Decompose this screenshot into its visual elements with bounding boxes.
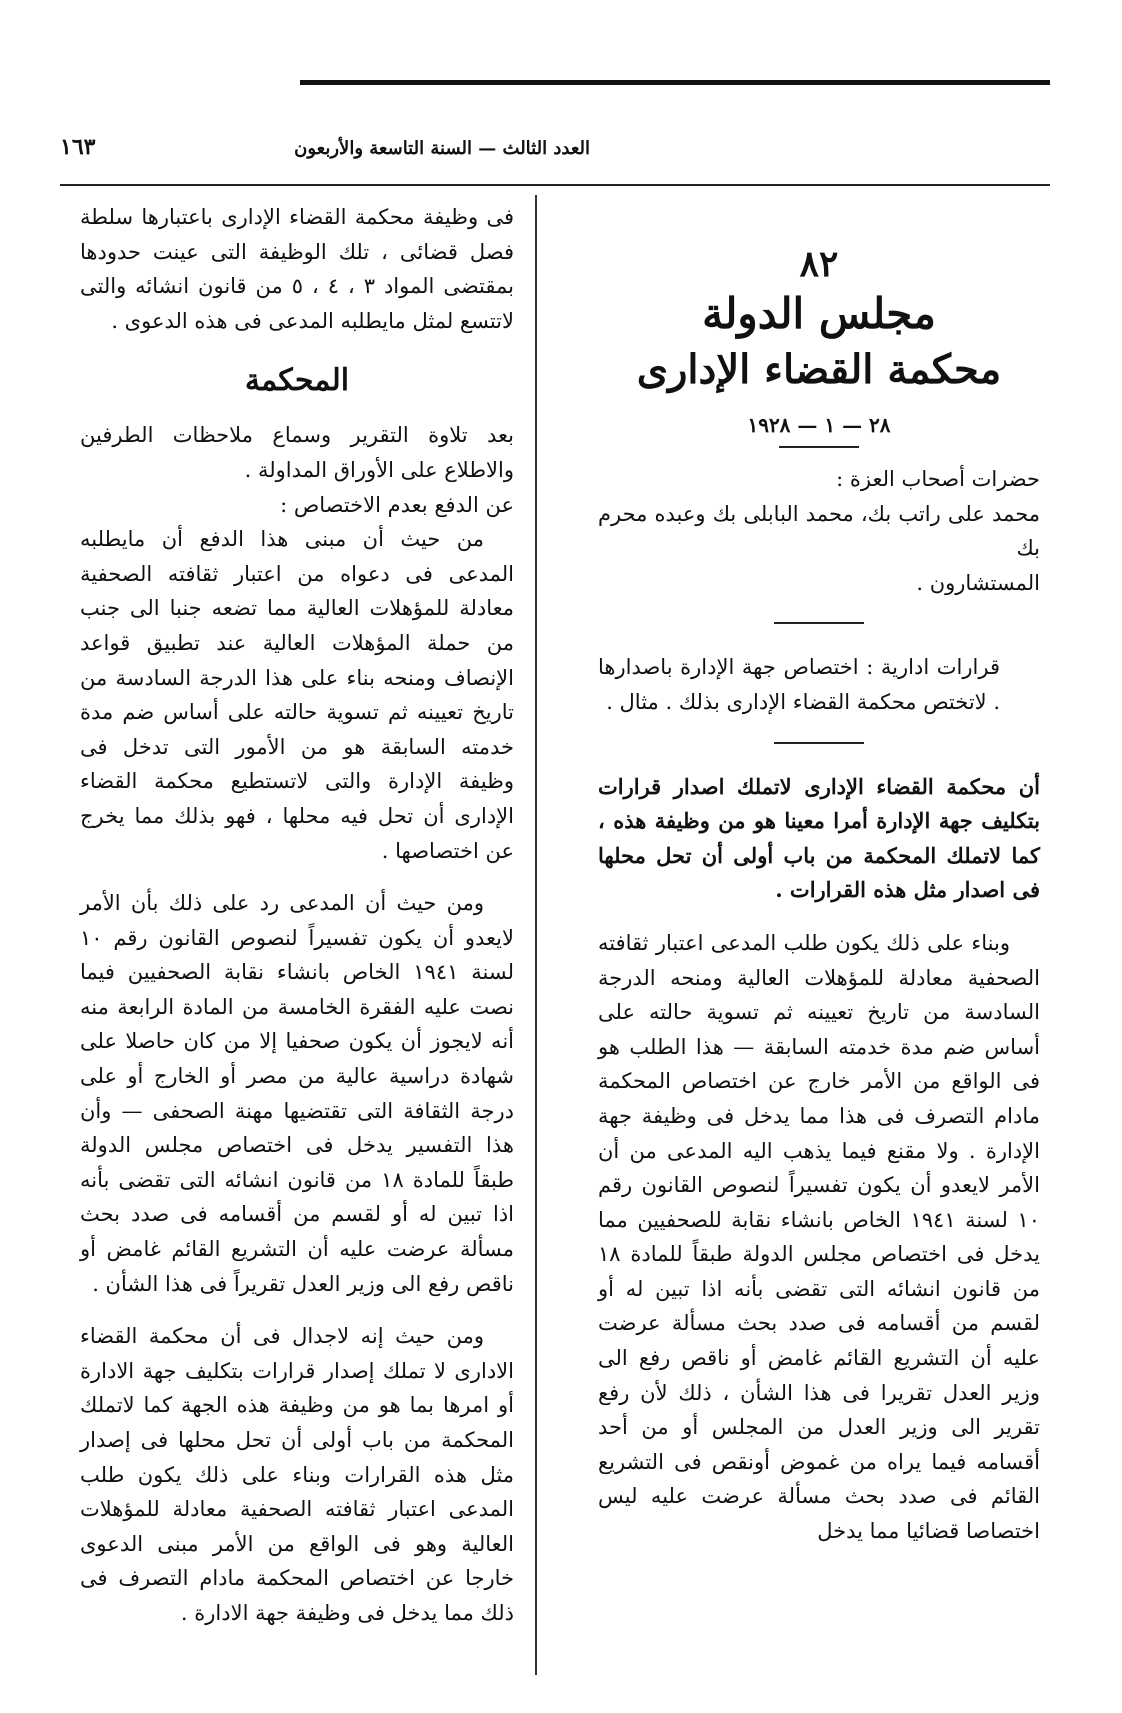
right-body-text: وبناء على ذلك يكون طلب المدعى اعتبار ثقافته الصحفية معادلة للمؤهلات العالية ومنحه الدرجة السادسة من تاريخ تعيينه ثم تسوية حالته على أساس ضم مدة خدمته السابقة — هذا الطلب هو فى الواقع من الأمر خارج عن اختصاص المحكمة مادام التصرف فى هذا مما يدخل فى وظيفة جهة الإدارة . ولا مقنع فيما يذهب اليه المدعى من أن الأمر لايعدو أن يكون تفسيراً لنصوص القانون رقم ١٠ لسنة ١٩٤١ الخاص بانشاء نقابة للصحفيين مما يدخل فى اختصاص مجلس الدولة طبقاً للمادة ١٨ من قانون انشائه التى تقضى بأنه اذا تبين له أو لقسم من أقسامه فى صدد بحث مسألة عرضت عليه أن التشريع القائم غامض أو ناقص رفع الى وزير العدل تقريرا فى هذا الشأن ، ذلك لأن رفع تقرير الى وزير العدل من المجلس أو من أحد أقسامه فيما يراه من غموض أونقص فى التشريع القائم فى صدد بحث مسألة عرضت عليه ليس اختصاصا قضائيا مما يدخل: [598, 930, 1040, 1544]
header-rule: [60, 184, 1050, 186]
judgment-date: ٢٨ — ١ — ١٩٢٨: [747, 413, 891, 437]
running-title: العدد الثالث — السنة التاسعة والأربعون: [294, 138, 590, 159]
objection-heading: عن الدفع بعدم الاختصاص :: [280, 492, 514, 517]
column-divider: [535, 195, 537, 1675]
page-header: [60, 132, 1050, 172]
summary-rule: [774, 742, 864, 744]
court-title: محكمة القضاء الإدارى: [636, 346, 1002, 393]
judges-rule: [774, 622, 864, 624]
legal-principle: أن محكمة القضاء الإدارى لاتملك اصدار قرارات بتكليف جهة الإدارة أمرا معينا هو من وظيفة هذه ، كما لاتملك المحكمة من باب أولى أن تحل محلها فى اصدار مثل هذه القرارات .: [598, 773, 1040, 903]
right-column: [598, 200, 1040, 1549]
left-intro-text: فى وظيفة محكمة القضاء الإدارى باعتبارها سلطة فصل قضائى ، تلك الوظيفة التى عينت حدودها بمقتضى المواد ٣ ، ٤ ، ٥ من قانون انشائه والتى لاتتسع لمثل مايطلبه المدعى فى هذه الدعوى .: [80, 205, 514, 333]
paragraph-gap: [80, 868, 514, 886]
page-number: ١٦٣: [60, 134, 96, 160]
date-rule: [779, 446, 859, 448]
paragraph-2: ومن حيث أن المدعى رد على ذلك بأن الأمر لايعدو أن يكون تفسيراً لنصوص القانون رقم ١٠ لسنة ١٩٤١ الخاص بانشاء نقابة الصحفيين فيما نصت عليه الفقرة الخامسة من المادة الرابعة منه أنه لايجوز أن يكون صحفيا إلا من كان حاصلا على شهادة دراسية عالية من مصر أو الخارج أو على درجة الثقافة التى تقتضيها مهنة الصحفى — وأن هذا التفسير يدخل فى اختصاص مجلس الدولة طبقاً للمادة ١٨ من قانون انشائه التى تقضى بأنه اذا تبين له أو لقسم من أقسامه فى صدد بحث مسألة عرضت عليه أن التشريع القائم غامض أو ناقص رفع الى وزير العدل تقريراً فى هذا الشأن .: [80, 891, 515, 1296]
paragraph-1: من حيث أن مبنى هذا الدفع أن مايطلبه المدعى فى دعواه من اعتبار ثقافته الصحفية معادلة للمؤهلات العالية مما تضعه جنبا الى جنب من حملة المؤهلات العالية عند تطبيق قواعد الإنصاف ومنحه بناء على هذا الدرجة السادسة من تاريخ تعيينه ثم تسوية حالته على أساس ضم مدة خدمته السابقة هو من الأمور التى تدخل فى وظيفة الإدارة والتى لاتستطيع محكمة القضاء الإدارى أن تحل فيه محلها ، فهو بذلك مما يخرج عن اختصاصها .: [80, 527, 514, 863]
case-number: ٨٢: [799, 243, 839, 285]
paragraph-gap: [598, 908, 1040, 926]
section-title-court: المحكمة: [244, 363, 350, 399]
court-preamble: بعد تلاوة التقرير وسماع ملاحظات الطرفين والاطلاع على الأوراق المداولة .: [80, 423, 514, 482]
judges-title: المستشارون .: [916, 570, 1040, 595]
judges-intro: حضرات أصحاب العزة :: [836, 467, 1040, 491]
council-title: مجلس الدولة: [702, 289, 936, 338]
judges-names: محمد على راتب بك، محمد البابلى بك وعبده محرم بك: [598, 501, 1040, 561]
case-summary: قرارات ادارية : اختصاص جهة الإدارة باصدارها . لاتختص محكمة القضاء الإدارى بذلك . مثال .: [598, 655, 1000, 714]
paragraph-gap: [80, 1301, 514, 1319]
paragraph-3: ومن حيث إنه لاجدال فى أن محكمة القضاء الادارى لا تملك إصدار قرارات بتكليف جهة الادارة أو امرها بما هو من وظيفة هذه الجهة كما لاتملك المحكمة من باب أولى أن تحل محلها فى إصدار مثل هذه القرارات وبناء على ذلك يكون طلب المدعى اعتبار ثقافته الصحفية معادلة للمؤهلات العالية وهو فى الواقع من الأمر مبنى الدعوى خارجا عن اختصاص المحكمة مادام التصرف فى ذلك مما يدخل فى وظيفة جهة الادارة .: [80, 1324, 514, 1625]
left-column: [80, 200, 514, 1631]
top-border-rule: [300, 80, 1050, 85]
